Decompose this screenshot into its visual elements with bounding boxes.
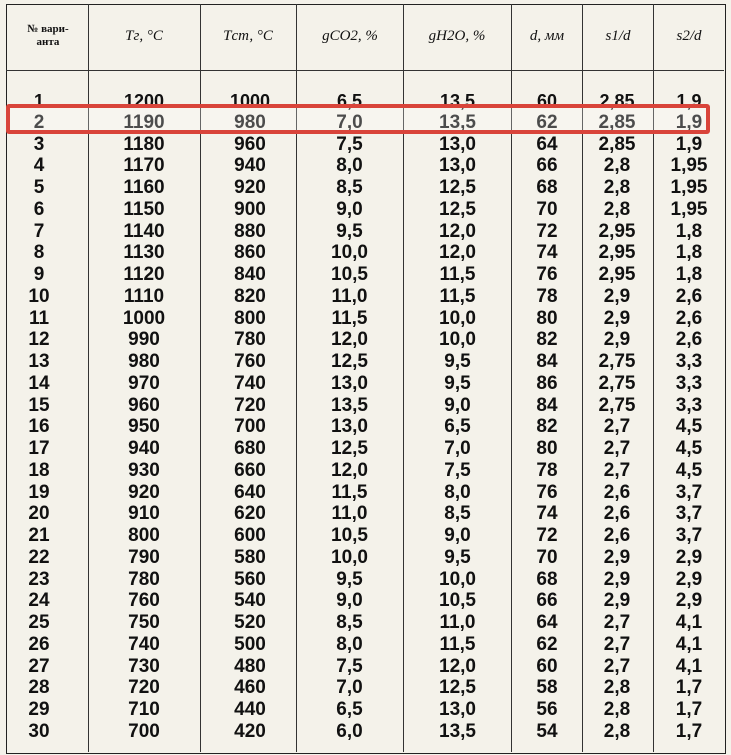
table-cell-d: 60 bbox=[536, 91, 558, 111]
table-cell-n: 1 bbox=[33, 91, 44, 111]
table-cell-co2: 12,5 bbox=[331, 438, 368, 459]
header-gas-temp: Tг, °C bbox=[125, 27, 163, 44]
table-cell-tg: 1120 bbox=[123, 264, 165, 285]
table-cell-h2o: 8,5 bbox=[444, 503, 471, 525]
table-row bbox=[0, 308, 731, 330]
table-cell-n: 8 bbox=[33, 242, 45, 264]
table-cell-co2: 6,5 bbox=[336, 91, 363, 111]
table-cell-tg: 920 bbox=[128, 481, 160, 503]
table-cell-s1: 2,7 bbox=[603, 633, 631, 655]
table-row bbox=[0, 612, 731, 634]
table-cell-h2o: 13,0 bbox=[439, 155, 476, 177]
table-row bbox=[0, 525, 731, 547]
table-cell-h2o: 9,0 bbox=[444, 525, 471, 546]
table-cell-s2: 3,7 bbox=[675, 525, 703, 546]
table-cell-s2: 1,8 bbox=[675, 264, 703, 285]
table-cell-tst: 660 bbox=[234, 459, 266, 481]
table-cell-co2: 12,5 bbox=[331, 351, 368, 372]
table-cell-n: 20 bbox=[28, 503, 50, 525]
table-cell-co2: 7,5 bbox=[336, 133, 363, 155]
table-cell-d: 56 bbox=[536, 699, 558, 720]
table-cell-n: 3 bbox=[33, 133, 45, 155]
table-cell-d: 84 bbox=[536, 394, 558, 416]
table-cell-d: 66 bbox=[536, 590, 558, 612]
table-cell-tst: 780 bbox=[234, 329, 266, 351]
table-cell-n: 5 bbox=[33, 177, 45, 198]
table-cell-d: 80 bbox=[536, 307, 558, 329]
table-cell-tg: 1160 bbox=[123, 177, 165, 198]
table-cell-d: 72 bbox=[536, 525, 558, 546]
table-cell-d: 82 bbox=[536, 329, 558, 351]
table-cell-tst: 480 bbox=[234, 655, 266, 677]
table-cell-co2: 8,0 bbox=[336, 633, 363, 655]
table-cell-s1: 2,7 bbox=[603, 459, 631, 481]
table-cell-co2: 9,0 bbox=[336, 198, 363, 220]
table-cell-tg: 960 bbox=[128, 394, 160, 416]
table-cell-tg: 760 bbox=[128, 590, 160, 612]
table-cell-tg: 790 bbox=[128, 546, 160, 568]
table-cell-h2o: 11,5 bbox=[439, 264, 476, 285]
table-row bbox=[0, 329, 731, 351]
table-cell-n: 11 bbox=[28, 307, 50, 329]
table-cell-n: 27 bbox=[28, 655, 50, 677]
table-row bbox=[0, 656, 731, 678]
table-cell-tg: 780 bbox=[128, 568, 160, 590]
table-cell-h2o: 10,5 bbox=[439, 590, 476, 612]
table-cell-tg: 950 bbox=[128, 416, 160, 438]
table-cell-co2: 7,5 bbox=[336, 655, 363, 677]
table-cell-n: 30 bbox=[28, 720, 50, 742]
table-cell-co2: 11,0 bbox=[331, 503, 368, 525]
table-cell-d: 78 bbox=[536, 459, 558, 481]
table-row bbox=[0, 134, 731, 156]
table-cell-d: 60 bbox=[536, 655, 558, 677]
table-cell-s1: 2,9 bbox=[603, 546, 631, 568]
table-cell-d: 54 bbox=[536, 720, 558, 742]
table-cell-co2: 8,5 bbox=[336, 612, 363, 633]
table-row bbox=[0, 199, 731, 221]
table-cell-tst: 680 bbox=[234, 438, 266, 459]
table-cell-co2: 7,0 bbox=[336, 111, 363, 133]
table-cell-tst: 860 bbox=[234, 242, 266, 264]
table-cell-s1: 2,6 bbox=[603, 481, 631, 503]
table-cell-tst: 640 bbox=[234, 481, 266, 503]
table-row bbox=[0, 438, 731, 460]
table-row bbox=[0, 177, 731, 199]
table-row bbox=[0, 221, 731, 243]
table-cell-s1: 2,75 bbox=[598, 394, 636, 416]
table-cell-tg: 930 bbox=[128, 459, 160, 481]
table-cell-s1: 2,8 bbox=[603, 177, 631, 198]
table-cell-s2: 2,6 bbox=[675, 329, 703, 351]
table-cell-s1: 2,9 bbox=[603, 590, 631, 612]
table-cell-d: 74 bbox=[536, 242, 558, 264]
table-cell-s2: 1,95 bbox=[670, 155, 708, 177]
header-diameter: d, мм bbox=[529, 27, 565, 44]
table-cell-s1: 2,7 bbox=[603, 655, 631, 677]
table-row bbox=[0, 395, 731, 417]
table-cell-tg: 940 bbox=[128, 438, 160, 459]
table-cell-tg: 750 bbox=[128, 612, 160, 633]
table-cell-tst: 820 bbox=[234, 285, 266, 307]
table-cell-s2: 1,8 bbox=[675, 242, 703, 264]
table-cell-tst: 880 bbox=[234, 220, 266, 242]
table-cell-s2: 2,6 bbox=[675, 307, 703, 329]
table-cell-s1: 2,85 bbox=[598, 133, 636, 155]
table-cell-h2o: 12,5 bbox=[439, 177, 476, 198]
table-cell-h2o: 10,0 bbox=[439, 329, 476, 351]
table-cell-tst: 600 bbox=[234, 525, 266, 546]
table-cell-d: 82 bbox=[536, 416, 558, 438]
table-cell-s2: 3,7 bbox=[675, 481, 703, 503]
table-cell-tst: 980 bbox=[234, 111, 266, 133]
table-cell-tg: 1200 bbox=[123, 91, 165, 111]
table-cell-n: 23 bbox=[28, 568, 50, 590]
table-cell-d: 76 bbox=[536, 481, 558, 503]
table-cell-s2: 1,7 bbox=[675, 720, 703, 742]
table-cell-n: 25 bbox=[28, 612, 50, 633]
table-cell-s1: 2,7 bbox=[603, 416, 631, 438]
table-cell-tg: 1110 bbox=[123, 285, 165, 307]
table-cell-tg: 910 bbox=[128, 503, 160, 525]
table-cell-d: 80 bbox=[536, 438, 558, 459]
table-cell-s2: 2,9 bbox=[675, 590, 703, 612]
table-row bbox=[0, 699, 731, 721]
header-s2-ratio: s2/d bbox=[676, 27, 702, 44]
table-cell-h2o: 13,5 bbox=[439, 720, 476, 742]
table-cell-s1: 2,9 bbox=[603, 568, 631, 590]
table-cell-s2: 3,3 bbox=[675, 394, 703, 416]
table-cell-tst: 460 bbox=[234, 677, 266, 699]
table-cell-h2o: 12,5 bbox=[439, 677, 476, 699]
table-cell-n: 22 bbox=[28, 546, 50, 568]
table-cell-n: 7 bbox=[33, 220, 45, 242]
table-cell-d: 58 bbox=[536, 677, 558, 699]
table-cell-h2o: 13,0 bbox=[439, 699, 476, 720]
table-cell-n: 17 bbox=[28, 438, 50, 459]
table-cell-s2: 4,1 bbox=[675, 655, 703, 677]
table-row bbox=[0, 547, 731, 569]
table-cell-h2o: 13,0 bbox=[439, 133, 476, 155]
table-cell-tst: 960 bbox=[234, 133, 266, 155]
table-cell-h2o: 9,5 bbox=[444, 351, 471, 372]
table-cell-co2: 6,0 bbox=[336, 720, 363, 742]
table-cell-s1: 2,9 bbox=[603, 329, 631, 351]
table-cell-s1: 2,8 bbox=[603, 677, 631, 699]
table-row bbox=[0, 460, 731, 482]
table-row bbox=[0, 242, 731, 264]
table-cell-tst: 700 bbox=[234, 416, 266, 438]
table-row bbox=[0, 351, 731, 373]
table-cell-s2: 3,3 bbox=[675, 351, 703, 372]
table-row bbox=[0, 634, 731, 656]
table-row bbox=[0, 286, 731, 308]
table-cell-tst: 580 bbox=[234, 546, 266, 568]
table-cell-n: 24 bbox=[28, 590, 50, 612]
table-cell-d: 64 bbox=[536, 612, 558, 633]
header-divider bbox=[6, 70, 724, 71]
table-cell-tst: 620 bbox=[234, 503, 266, 525]
header-h2o: gH2O, % bbox=[428, 27, 486, 44]
table-cell-s1: 2,8 bbox=[603, 720, 631, 742]
table-cell-h2o: 13,5 bbox=[439, 91, 476, 111]
table-cell-tst: 540 bbox=[234, 590, 266, 612]
table-cell-s1: 2,7 bbox=[603, 438, 631, 459]
table-cell-co2: 8,0 bbox=[336, 155, 363, 177]
table-cell-s1: 2,9 bbox=[603, 285, 631, 307]
table-cell-h2o: 7,5 bbox=[444, 459, 471, 481]
table-cell-s2: 1,9 bbox=[676, 91, 702, 111]
table-row bbox=[0, 503, 731, 525]
table-cell-co2: 8,5 bbox=[336, 177, 363, 198]
table-cell-s2: 1,7 bbox=[675, 677, 703, 699]
table-cell-h2o: 13,5 bbox=[439, 111, 476, 133]
header-co2: gCO2, % bbox=[322, 27, 378, 44]
table-cell-tst: 420 bbox=[234, 720, 266, 742]
table-cell-tg: 1130 bbox=[123, 242, 165, 264]
table-cell-co2: 10,5 bbox=[331, 525, 368, 546]
table-cell-s2: 2,6 bbox=[675, 285, 703, 307]
table-cell-co2: 11,5 bbox=[331, 307, 368, 329]
table-cell-s2: 4,1 bbox=[675, 633, 703, 655]
header-variant-label: № вари- анта bbox=[27, 23, 69, 48]
table-row bbox=[0, 677, 731, 699]
table-cell-s1: 2,85 bbox=[598, 111, 636, 133]
table-cell-n: 29 bbox=[28, 699, 50, 720]
header-s1-ratio: s1/d bbox=[605, 27, 631, 44]
table-cell-d: 68 bbox=[536, 177, 558, 198]
table-cell-tg: 1190 bbox=[123, 111, 165, 133]
table-cell-h2o: 10,0 bbox=[439, 568, 476, 590]
table-cell-s1: 2,9 bbox=[603, 307, 631, 329]
table-cell-s1: 2,75 bbox=[598, 372, 636, 394]
table-cell-tst: 940 bbox=[234, 155, 266, 177]
table-cell-tst: 720 bbox=[234, 394, 266, 416]
table-cell-s2: 1,9 bbox=[675, 133, 703, 155]
table-cell-tst: 840 bbox=[234, 264, 266, 285]
table-cell-s2: 1,8 bbox=[675, 220, 703, 242]
table-cell-s1: 2,7 bbox=[603, 612, 631, 633]
table-cell-tg: 1140 bbox=[123, 220, 165, 242]
table-cell-d: 76 bbox=[536, 264, 558, 285]
table-cell-n: 13 bbox=[28, 351, 50, 372]
table-cell-s1: 2,8 bbox=[603, 699, 631, 720]
table-cell-d: 74 bbox=[536, 503, 558, 525]
table-cell-s1: 2,75 bbox=[598, 351, 636, 372]
table-cell-d: 62 bbox=[536, 111, 558, 133]
table-cell-co2: 6,5 bbox=[336, 699, 363, 720]
table-cell-h2o: 7,0 bbox=[444, 438, 471, 459]
table-cell-s2: 1,9 bbox=[675, 111, 703, 133]
table-cell-tg: 990 bbox=[128, 329, 160, 351]
table-cell-tg: 1170 bbox=[123, 155, 165, 177]
table-cell-co2: 13,5 bbox=[331, 394, 368, 416]
table-cell-s2: 2,9 bbox=[675, 546, 703, 568]
table-cell-tst: 900 bbox=[234, 198, 266, 220]
table-cell-s1: 2,8 bbox=[603, 155, 631, 177]
table-cell-n: 16 bbox=[28, 416, 50, 438]
table-cell-s1: 2,6 bbox=[603, 503, 631, 525]
table-cell-co2: 9,0 bbox=[336, 590, 363, 612]
table-row bbox=[0, 264, 731, 286]
table-cell-d: 70 bbox=[536, 546, 558, 568]
table-cell-s2: 3,3 bbox=[675, 372, 703, 394]
table-cell-tg: 720 bbox=[128, 677, 160, 699]
table-cell-h2o: 8,0 bbox=[444, 481, 471, 503]
table-cell-n: 4 bbox=[33, 155, 45, 177]
table-cell-d: 78 bbox=[536, 285, 558, 307]
table-cell-n: 18 bbox=[28, 459, 50, 481]
table-cell-h2o: 11,5 bbox=[439, 285, 476, 307]
table-cell-tst: 500 bbox=[234, 633, 266, 655]
table-cell-s1: 2,95 bbox=[598, 242, 636, 264]
table-cell-s2: 1,95 bbox=[670, 177, 708, 198]
table-cell-d: 66 bbox=[536, 155, 558, 177]
table-cell-d: 70 bbox=[536, 198, 558, 220]
table-cell-tst: 440 bbox=[234, 699, 266, 720]
table-cell-n: 15 bbox=[28, 394, 50, 416]
table-row bbox=[0, 569, 731, 591]
table-cell-s2: 3,7 bbox=[675, 503, 703, 525]
table-cell-h2o: 11,5 bbox=[439, 633, 476, 655]
table-cell-d: 64 bbox=[536, 133, 558, 155]
table-cell-n: 28 bbox=[28, 677, 50, 699]
table-cell-s1: 2,95 bbox=[598, 220, 636, 242]
header-variant-number bbox=[10, 8, 86, 64]
table-row bbox=[0, 721, 731, 743]
table-cell-co2: 10,0 bbox=[331, 242, 368, 264]
row-highlight-box bbox=[6, 104, 710, 134]
table-cell-s1: 2,85 bbox=[599, 91, 635, 111]
table-cell-s2: 4,5 bbox=[675, 438, 703, 459]
table-cell-co2: 10,5 bbox=[331, 264, 368, 285]
table-cell-h2o: 6,5 bbox=[444, 416, 471, 438]
table-cell-co2: 13,0 bbox=[331, 372, 368, 394]
table-cell-tg: 740 bbox=[128, 633, 160, 655]
table-cell-co2: 13,0 bbox=[331, 416, 368, 438]
table-cell-h2o: 11,0 bbox=[439, 612, 476, 633]
table-cell-h2o: 12,0 bbox=[439, 220, 476, 242]
table-cell-co2: 12,0 bbox=[331, 329, 368, 351]
table-cell-tst: 920 bbox=[234, 177, 266, 198]
table-cell-n: 2 bbox=[33, 111, 45, 133]
table-cell-tg: 970 bbox=[128, 372, 160, 394]
header-wall-temp: Tст, °C bbox=[223, 27, 273, 44]
table-cell-co2: 12,0 bbox=[331, 459, 368, 481]
table-cell-s2: 1,95 bbox=[670, 198, 708, 220]
table-cell-h2o: 10,0 bbox=[439, 307, 476, 329]
table-cell-n: 6 bbox=[33, 198, 45, 220]
table-cell-h2o: 9,5 bbox=[444, 546, 471, 568]
table-cell-n: 14 bbox=[28, 372, 50, 394]
table-cell-tg: 730 bbox=[128, 655, 160, 677]
table-cell-d: 86 bbox=[536, 372, 558, 394]
table-cell-h2o: 12,0 bbox=[439, 242, 476, 264]
table-cell-d: 84 bbox=[536, 351, 558, 372]
table-row bbox=[0, 155, 731, 177]
table-cell-tg: 1000 bbox=[122, 307, 166, 329]
table-cell-co2: 7,0 bbox=[336, 677, 363, 699]
table-cell-s2: 4,5 bbox=[675, 459, 703, 481]
table-cell-d: 72 bbox=[536, 220, 558, 242]
table-cell-s2: 4,1 bbox=[675, 612, 703, 633]
table-cell-n: 12 bbox=[28, 329, 50, 351]
table-cell-tg: 1180 bbox=[123, 133, 165, 155]
table-cell-co2: 11,5 bbox=[331, 481, 368, 503]
table-cell-s1: 2,95 bbox=[598, 264, 636, 285]
table-cell-co2: 9,5 bbox=[336, 568, 363, 590]
table-cell-h2o: 12,0 bbox=[439, 655, 476, 677]
table-cell-h2o: 9,0 bbox=[444, 394, 471, 416]
table-cell-s1: 2,6 bbox=[603, 525, 631, 546]
table-cell-tg: 700 bbox=[128, 720, 160, 742]
table-cell-s1: 2,8 bbox=[603, 198, 631, 220]
table-cell-s2: 1,7 bbox=[675, 699, 703, 720]
table-cell-n: 26 bbox=[28, 633, 50, 655]
table-cell-tst: 760 bbox=[234, 351, 266, 372]
table-row bbox=[0, 590, 731, 612]
table-cell-tg: 980 bbox=[128, 351, 160, 372]
table-cell-n: 10 bbox=[28, 285, 50, 307]
table-cell-n: 19 bbox=[28, 481, 50, 503]
table-cell-co2: 10,0 bbox=[331, 546, 368, 568]
table-cell-tst: 560 bbox=[234, 568, 266, 590]
table-cell-tst: 1000 bbox=[229, 91, 271, 111]
table-cell-tst: 520 bbox=[234, 612, 266, 633]
table-cell-tg: 710 bbox=[128, 699, 160, 720]
table-cell-n: 9 bbox=[33, 264, 45, 285]
table-cell-co2: 9,5 bbox=[336, 220, 363, 242]
table-cell-tst: 740 bbox=[234, 372, 266, 394]
table-cell-tst: 800 bbox=[234, 307, 266, 329]
table-cell-s2: 4,5 bbox=[675, 416, 703, 438]
table-cell-d: 68 bbox=[536, 568, 558, 590]
table-cell-n: 21 bbox=[28, 525, 50, 546]
table-cell-h2o: 12,5 bbox=[439, 198, 476, 220]
table-cell-tg: 800 bbox=[128, 525, 160, 546]
table-cell-co2: 11,0 bbox=[331, 285, 368, 307]
table-cell-d: 62 bbox=[536, 633, 558, 655]
table-cell-s2: 2,9 bbox=[675, 568, 703, 590]
table-cell-h2o: 9,5 bbox=[444, 372, 471, 394]
table-row bbox=[0, 373, 731, 395]
table-cell-tg: 1150 bbox=[123, 198, 165, 220]
table-row bbox=[0, 482, 731, 504]
table-row bbox=[0, 416, 731, 438]
